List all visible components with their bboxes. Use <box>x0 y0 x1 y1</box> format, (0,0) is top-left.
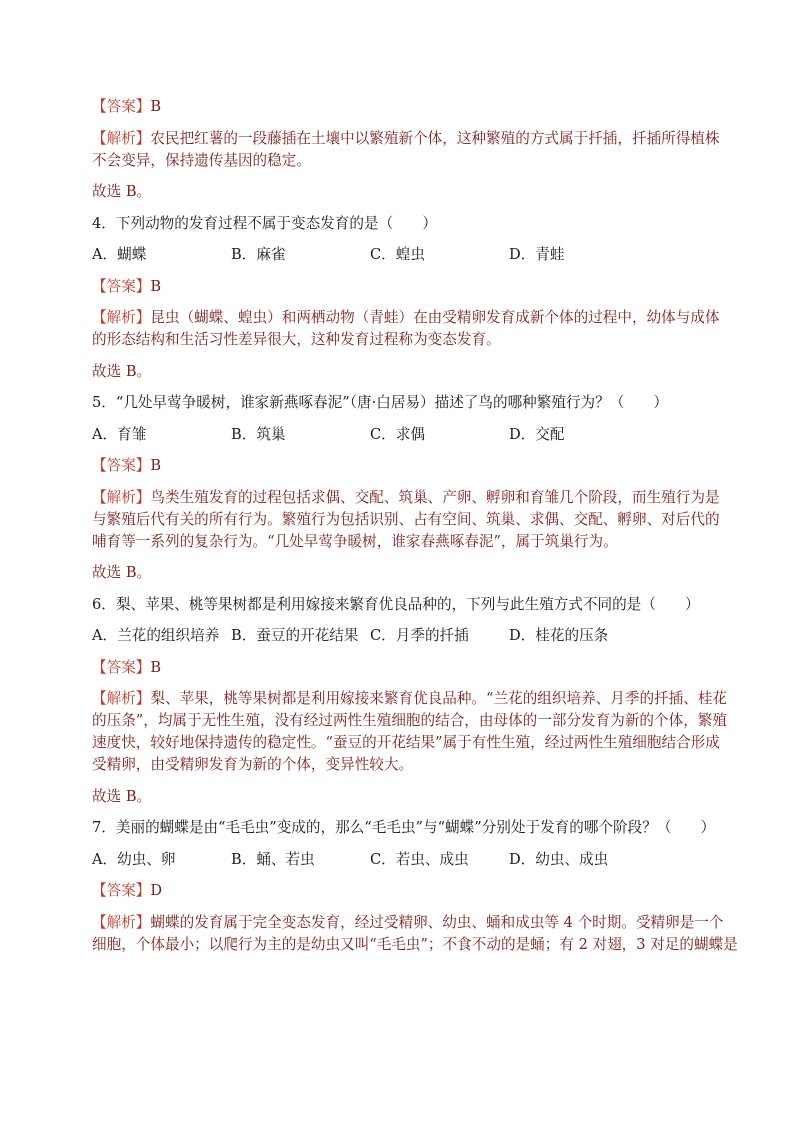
analysis-line <box>92 307 720 329</box>
answer-line <box>92 657 704 679</box>
answer-value: B <box>150 457 162 474</box>
analysis-line <box>92 150 704 172</box>
options-row <box>92 244 704 266</box>
block-analysis <box>92 487 720 553</box>
options-row <box>92 849 704 871</box>
block-plain <box>92 361 704 383</box>
analysis-text: 的形态结构和生活习性差异很大，这种发育过程称为变态发育。 <box>92 331 501 348</box>
block-options <box>92 849 704 871</box>
analysis-tag: 【解析】 <box>92 913 151 931</box>
answer-tag: 【答案】 <box>92 98 151 115</box>
option-a: A．蝴蝶 <box>92 246 147 263</box>
option-c: C．月季的扦插 <box>370 627 469 644</box>
block-answer <box>92 455 704 477</box>
option-d: D．幼虫、成虫 <box>509 850 609 868</box>
block-question <box>92 392 704 414</box>
analysis-text: 昆虫（蝴蝶、蝗虫）和两栖动物（青蛙）在由受精卵发育成新个体的过程中，幼体与成体 <box>150 309 720 326</box>
analysis-line <box>92 912 724 934</box>
analysis-text: 与繁殖后代有关的所有行为。繁殖行为包括识别、占有空间、筑巢、求偶、交配、孵卵、对后代的 <box>92 510 720 528</box>
block-answer <box>92 276 704 298</box>
conclusion-text: 故选 B。 <box>92 183 152 200</box>
option-b: B．蛹、若虫 <box>231 850 315 868</box>
answer-value: D <box>150 882 163 899</box>
analysis-text: 鸟类生殖发育的过程包括求偶、交配、筑巢、产卵、孵卵和育雏几个阶段，而生殖行为是 <box>150 488 720 506</box>
option-a: A．幼虫、卵 <box>92 850 176 868</box>
conclusion-text: 故选 B。 <box>92 362 152 380</box>
answer-line <box>92 276 704 298</box>
answer-line <box>92 96 704 118</box>
answer-line <box>92 455 704 477</box>
analysis-tag: 【解析】 <box>92 309 151 326</box>
document-page <box>92 96 738 965</box>
analysis-tag: 【解析】 <box>92 690 151 707</box>
analysis-line <box>92 754 704 776</box>
option-a: A．育雏 <box>92 425 147 443</box>
conclusion-text: 故选 B。 <box>92 787 152 805</box>
block-question <box>92 817 716 839</box>
analysis-line <box>92 487 720 509</box>
question-text: 6．梨、苹果、桃等果树都是利用嫁接来繁育优良品种的，下列与此生殖方式不同的是（ ） <box>92 595 700 613</box>
option-d: D．交配 <box>509 425 565 443</box>
analysis-text: 梨、苹果，桃等果树都是利用嫁接来繁育优良品种。“兰花的组织培养、月季的扦插、桂花 <box>150 690 728 707</box>
answer-tag: 【答案】 <box>92 658 151 676</box>
analysis-text: 细胞，个体最小；以爬行为主的是幼虫又叫“毛毛虫”；不食不动的是蛹；有 2 对翅，3 对足的蝴蝶是 <box>92 935 738 953</box>
answer-tag: 【答案】 <box>92 277 151 295</box>
analysis-text: 不会变异，保持遗传基因的稳定。 <box>92 151 311 169</box>
option-c: C．求偶 <box>370 425 425 443</box>
analysis-text: 速度快，较好地保持遗传的稳定性。“蚕豆的开花结果”属于有性生殖，经过两性生殖细胞结合形成 <box>92 734 720 751</box>
options-row <box>92 625 704 647</box>
analysis-line <box>92 934 738 956</box>
analysis-tag: 【解析】 <box>92 129 151 147</box>
option-d: D．桂花的压条 <box>509 627 609 644</box>
analysis-line <box>92 531 704 553</box>
analysis-line <box>92 128 720 150</box>
analysis-text: 的压条”，均属于无性生殖，没有经过两性生殖细胞的结合，由母体的一部分发育为新的个体，繁殖 <box>92 712 727 729</box>
answer-tag: 【答案】 <box>92 457 151 474</box>
analysis-text: 农民把红薯的一段藤插在土壤中以繁殖新个体，这种繁殖的方式属于扦插，扦插所得植株 <box>150 129 720 147</box>
option-b: B．蚕豆的开花结果 <box>231 627 359 644</box>
analysis-text: 受精卵，由受精卵发育为新的个体，变异性较大。 <box>92 756 414 773</box>
answer-line <box>92 880 704 902</box>
analysis-text: 蝴蝶的发育属于完全变态发育，经过受精卵、幼虫、蛹和成虫等 4 个时期。受精卵是一个 <box>150 913 724 931</box>
option-b: B．麻雀 <box>231 246 286 263</box>
analysis-tag: 【解析】 <box>92 488 151 506</box>
block-answer <box>92 657 704 679</box>
option-b: B．筑巢 <box>231 425 286 443</box>
block-options <box>92 625 704 647</box>
block-plain <box>92 786 704 808</box>
answer-value: B <box>150 658 162 676</box>
analysis-text: 哺育等一系列的复杂行为。“几处早莺争暖树，谁家春燕啄春泥”，属于筑巢行为。 <box>92 532 618 550</box>
option-a: A．兰花的组织培养 <box>92 627 220 644</box>
conclusion-text: 故选 B。 <box>92 564 152 581</box>
question-text: 5．“几处早莺争暖树，谁家新燕啄春泥”（唐·白居易）描述了鸟的哪种繁殖行为？（ ） <box>92 394 669 411</box>
block-analysis <box>92 912 738 956</box>
block-analysis <box>92 128 720 172</box>
question-text: 7．美丽的蝴蝶是由“毛毛虫”变成的，那么“毛毛虫”与“蝴蝶”分别处于发育的哪个阶段？（ ） <box>92 819 716 836</box>
options-row <box>92 424 704 446</box>
analysis-line <box>92 329 704 351</box>
analysis-line <box>92 509 720 531</box>
answer-value: B <box>150 277 162 295</box>
analysis-line <box>92 688 728 710</box>
block-question <box>92 213 704 235</box>
option-c: C．蝗虫 <box>370 246 425 263</box>
block-answer <box>92 880 704 902</box>
question-text: 4．下列动物的发育过程不属于变态发育的是（ ） <box>92 214 437 232</box>
analysis-line <box>92 710 727 732</box>
option-d: D．青蛙 <box>509 246 565 263</box>
block-options <box>92 244 704 266</box>
block-options <box>92 424 704 446</box>
analysis-line <box>92 732 720 754</box>
block-analysis <box>92 688 728 776</box>
block-analysis <box>92 307 720 351</box>
block-plain <box>92 562 704 584</box>
block-question <box>92 594 704 616</box>
block-plain <box>92 181 704 203</box>
block-answer <box>92 96 704 118</box>
answer-value: B <box>150 98 162 115</box>
option-c: C．若虫、成虫 <box>370 850 469 868</box>
answer-tag: 【答案】 <box>92 882 151 899</box>
